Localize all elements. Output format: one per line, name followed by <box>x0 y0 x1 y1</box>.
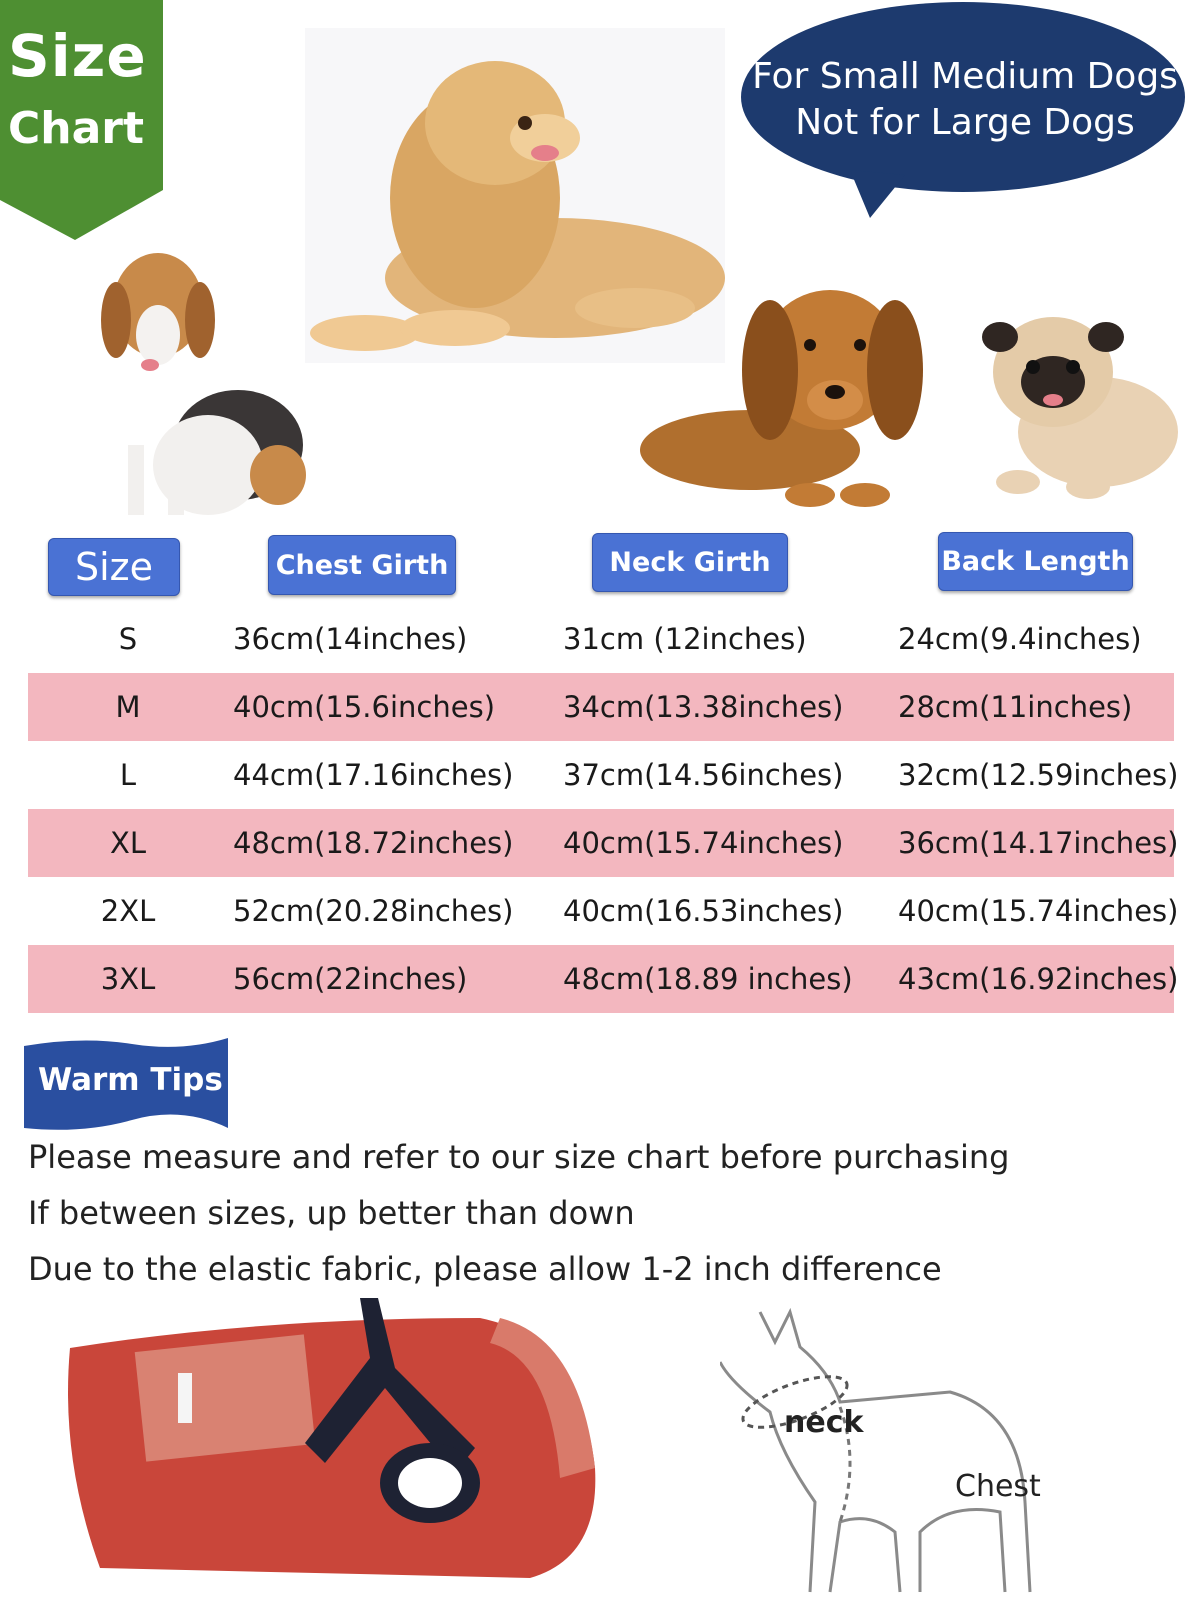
bubble-line2: Not for Large Dogs <box>795 102 1135 143</box>
chest-cell: 44cm(17.16inches) <box>233 758 514 792</box>
neck-cell: 48cm(18.89 inches) <box>563 962 853 996</box>
size-cell: 2XL <box>100 894 156 928</box>
dog-measurement-diagram <box>720 1302 1050 1600</box>
back-cell: 40cm(15.74inches) <box>898 894 1179 928</box>
back-cell: 24cm(9.4inches) <box>898 622 1142 656</box>
chest-cell: 56cm(22inches) <box>233 962 468 996</box>
back-cell: 43cm(16.92inches) <box>898 962 1179 996</box>
table-row <box>28 809 1179 877</box>
back-cell: 28cm(11inches) <box>898 690 1133 724</box>
tip-line-2: If between sizes, up better than down <box>28 1194 635 1232</box>
header-neck-girth: Neck Girth <box>592 533 788 592</box>
size-chart-banner <box>0 0 163 240</box>
size-cell: 3XL <box>100 962 156 996</box>
chest-cell: 48cm(18.72inches) <box>233 826 514 860</box>
neck-cell: 31cm (12inches) <box>563 622 807 656</box>
pug-image <box>978 282 1178 507</box>
back-cell: 32cm(12.59inches) <box>898 758 1179 792</box>
tip-line-1: Please measure and refer to our size chart before purchasing <box>28 1138 1010 1176</box>
header-chest-girth: Chest Girth <box>268 535 456 595</box>
banner-title-line2: Chart <box>8 103 145 154</box>
warm-tips-label: Warm Tips <box>38 1062 223 1098</box>
size-cell: XL <box>109 826 147 860</box>
neck-cell: 40cm(16.53inches) <box>563 894 844 928</box>
table-row <box>28 605 1174 673</box>
neck-cell: 34cm(13.38inches) <box>563 690 844 724</box>
tip-line-3: Due to the elastic fabric, please allow 1-2 inch difference <box>28 1250 942 1288</box>
table-row <box>28 877 1179 945</box>
size-cell: S <box>118 622 138 656</box>
chest-cell: 52cm(20.28inches) <box>233 894 514 928</box>
table-row <box>28 673 1174 741</box>
back-cell: 36cm(14.17inches) <box>898 826 1179 860</box>
beagle-image <box>88 245 308 520</box>
chest-cell: 36cm(14inches) <box>233 622 468 656</box>
neck-label: neck <box>784 1405 864 1440</box>
size-cell: L <box>119 758 137 792</box>
banner-title-line1: Size <box>8 22 147 90</box>
chest-label: Chest <box>955 1469 1041 1504</box>
size-cell: M <box>115 690 141 724</box>
neck-cell: 40cm(15.74inches) <box>563 826 844 860</box>
red-dog-coat-image <box>60 1298 600 1588</box>
dachshund-image <box>640 250 930 520</box>
bubble-line1: For Small Medium Dogs <box>752 56 1178 97</box>
header-size: Size <box>48 538 180 596</box>
warm-tips-flag <box>22 1036 230 1136</box>
header-back-length: Back Length <box>938 532 1133 591</box>
table-row <box>28 945 1179 1013</box>
neck-cell: 37cm(14.56inches) <box>563 758 844 792</box>
table-row <box>28 741 1179 809</box>
chest-cell: 40cm(15.6inches) <box>233 690 496 724</box>
dog-size-notice-bubble <box>735 0 1195 220</box>
